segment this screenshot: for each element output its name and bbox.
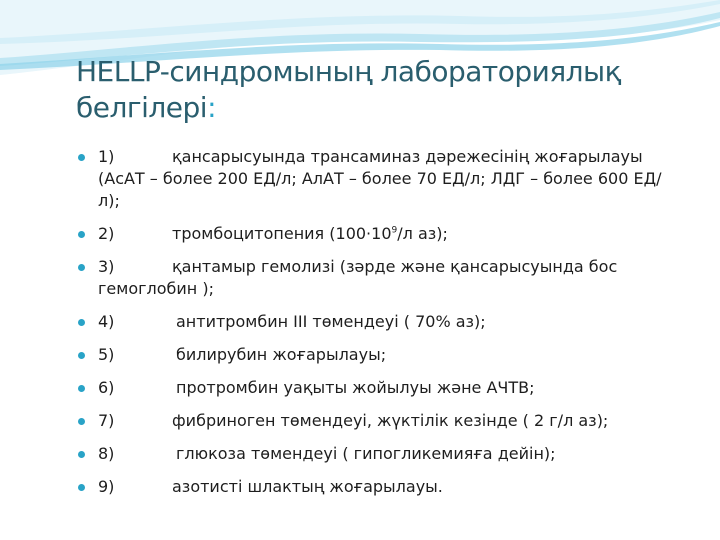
- bullet-icon: [78, 154, 85, 161]
- item-text: антитромбин III төмендеуі ( 70% аз);: [176, 312, 486, 331]
- item-text: азотисті шлактың жоғарылауы.: [172, 477, 443, 496]
- item-number: 4): [98, 312, 115, 331]
- list-item: [78, 256, 678, 300]
- list-item: [78, 311, 678, 333]
- list-item: [78, 443, 678, 465]
- item-number: 2): [98, 224, 115, 243]
- item-number: 8): [98, 444, 115, 463]
- list-item: [78, 223, 678, 245]
- criteria-list: [78, 146, 678, 509]
- list-item: [78, 476, 678, 498]
- slide-title-text: HELLP-синдромының лабораториялық белгілері: [76, 55, 622, 124]
- item-text: билирубин жоғарылауы;: [176, 345, 387, 364]
- item-number: 3): [98, 257, 115, 276]
- item-text-before: тромбоцитопения (100·10: [172, 224, 392, 243]
- bullet-icon: [78, 352, 85, 359]
- bullet-icon: [78, 319, 85, 326]
- list-item: [78, 377, 678, 399]
- bullet-icon: [78, 231, 85, 238]
- slide-title-colon: :: [207, 91, 216, 124]
- item-superscript: 9: [391, 225, 398, 236]
- item-text-after: /л аз);: [397, 224, 448, 243]
- item-text: қансарысуында трансаминаз дәрежесінің жоғарылауы (АсАТ – более 200 ЕД/л; АлАТ – более 70 ЕД/л; ЛДГ – более 600 ЕД/л);: [98, 147, 662, 210]
- item-number: 9): [98, 477, 115, 496]
- list-item: [78, 410, 678, 432]
- item-number: 1): [98, 147, 115, 166]
- item-text: протромбин уақыты жойылуы және АЧТВ;: [176, 378, 535, 397]
- bullet-icon: [78, 264, 85, 271]
- bullet-icon: [78, 451, 85, 458]
- item-number: 6): [98, 378, 115, 397]
- slide-title: [76, 54, 696, 126]
- list-item: [78, 146, 678, 212]
- item-text: глюкоза төмендеуі ( гипогликемияға дейін);: [176, 444, 556, 463]
- item-text: фибриноген төмендеуі, жүктілік кезінде ( 2 г/л аз);: [172, 411, 609, 430]
- bullet-icon: [78, 484, 85, 491]
- item-number: 7): [98, 411, 115, 430]
- bullet-icon: [78, 385, 85, 392]
- item-number: 5): [98, 345, 115, 364]
- bullet-icon: [78, 418, 85, 425]
- item-text: қантамыр гемолизі (зәрде және қансарысуында бос гемоглобин );: [98, 257, 618, 298]
- list-item: [78, 344, 678, 366]
